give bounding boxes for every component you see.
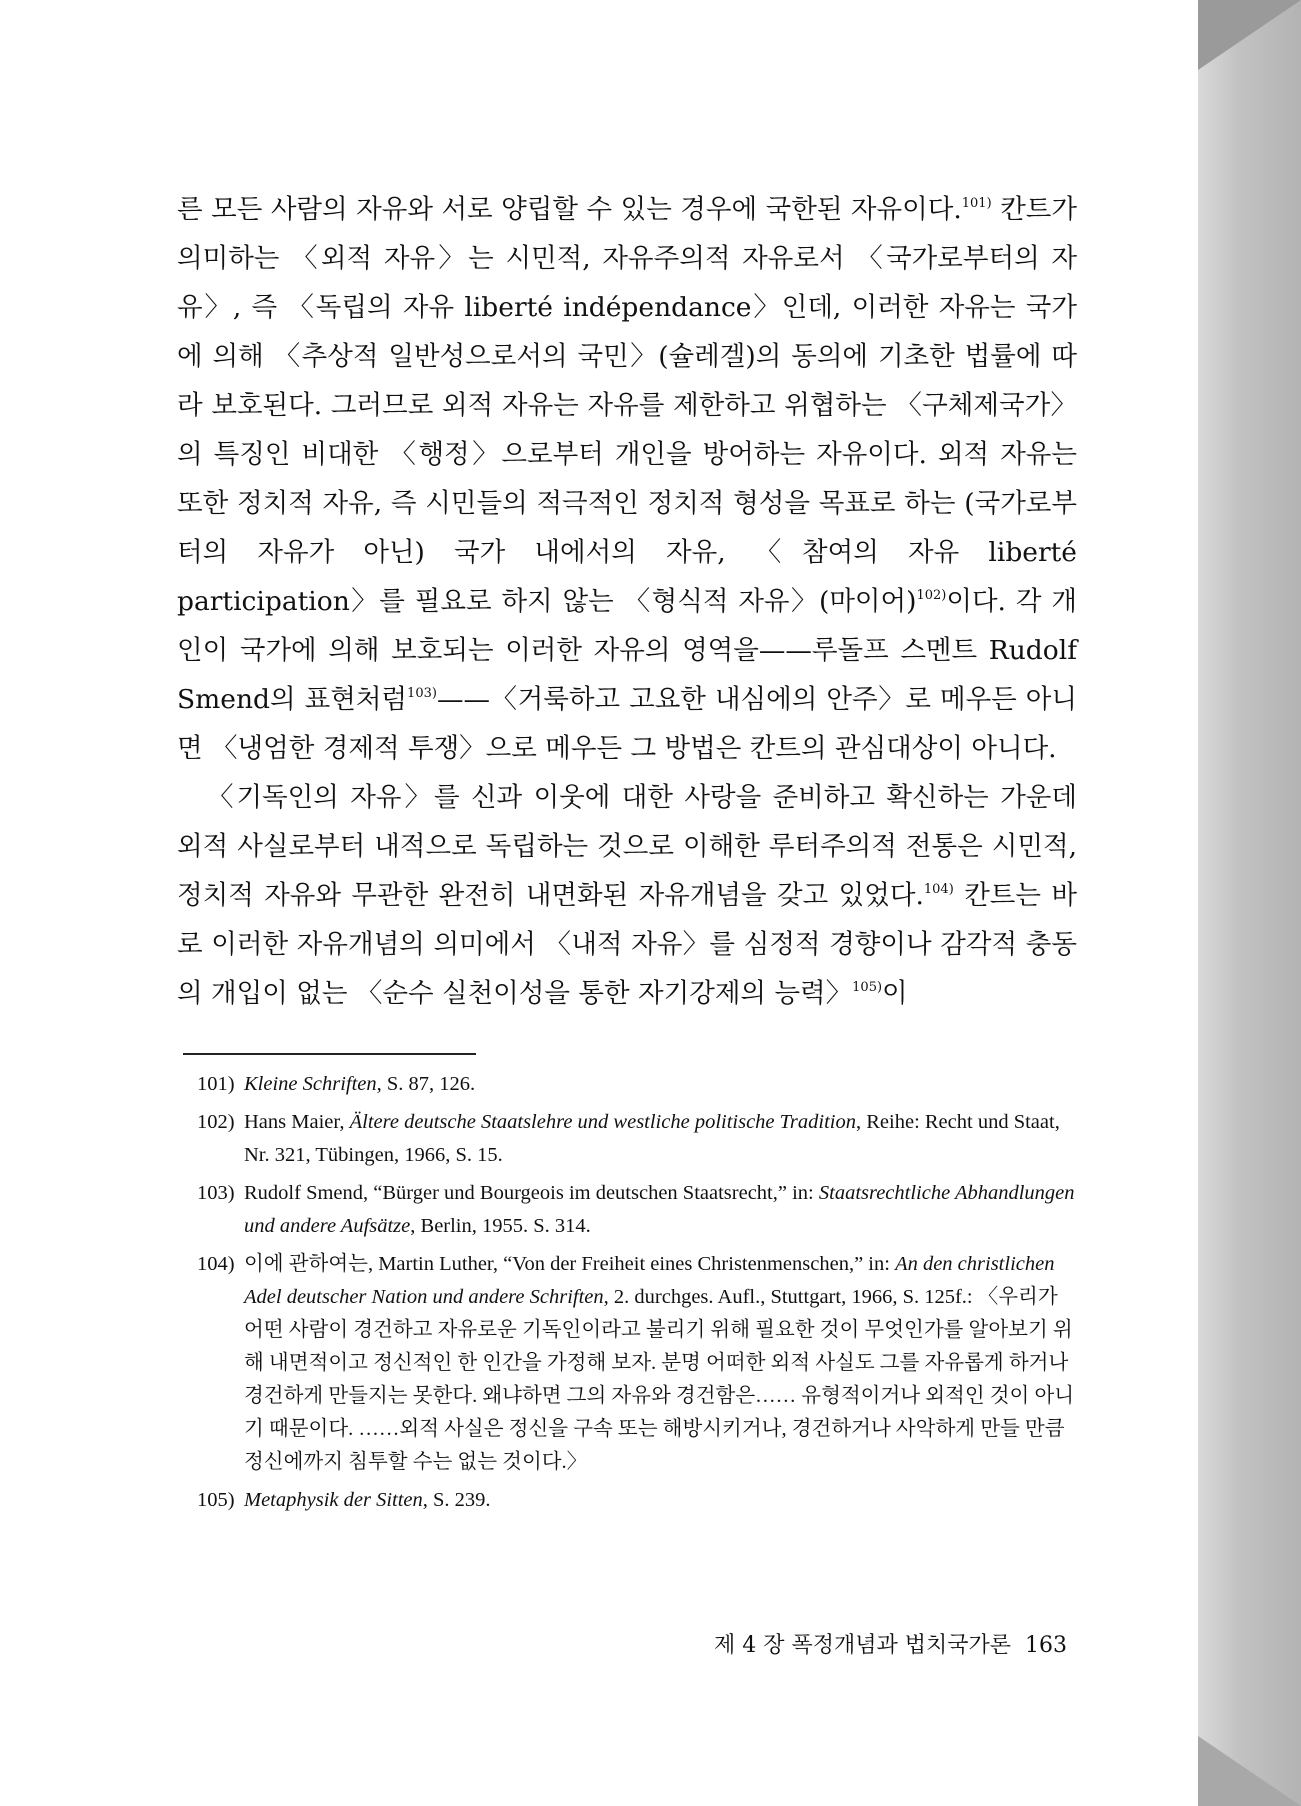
text-run: 이다. 각 개인이 국가에 의해 보호되는 이러한 자유의 영역을——루돌프 스멘트 Rudolf Smend의 표현처럼: [177, 586, 1077, 715]
footnote-text: , 2. durchges. Aufl., Stuttgart, 1966, S. 125f.: 〈우리가 어떤 사람이 경건하고 자유로운 기독인이라고 불리기 위해 필요한 것이 무엇인가를 알아보기 위해 내면적이고 정신적인 한 인간을 가정해 보자. 분명 어떠한 외적 사실도 그를 자유롭게 하거나 경건하게 만들지는 못한다. 왜냐하면 그의 자유와 경건함은…… 유형적이거나 외적인 것이 아니기 때문이다. ……외적 사실은 정신을 구속 또는 해방시키거나, 경건하거나 사악하게 만들 만큼 정신에까지 침투할 수는 없는 것이다.〉: [244, 1286, 1075, 1473]
text-run: 〈기독인의 자유〉를 신과 이웃에 대한 사랑을 준비하고 확신하는 가운데 외적 사실로부터 내적으로 독립하는 것으로 이해한 루터주의적 전통은 시민적, 정치적 자유와 무관한 완전히 내면화된 자유개념을 갖고 있었다.: [177, 782, 1077, 911]
text-run: 칸트가 의미하는 〈외적 자유〉는 시민적, 자유주의적 자유로서 〈국가로부터의 자유〉, 즉 〈독립의 자유 liberté indépendance〉인데, 이러한 자유는 국가에 의해 〈추상적 일반성으로서의 국민〉(슐레겔)의 동의에 기초한 법률에 따라 보호된다. 그러므로 외적 자유는 자유를 제한하고 위협하는 〈구체제국가〉의 특징인 비대한 〈행정〉으로부터 개인을 방어하는 자유이다. 외적 자유는 또한 정치적 자유, 즉 시민들의 적극적인 정치적 형성을 목표로 하는 (국가로부터의 자유가 아닌) 국가 내에서의 자유, 〈참여의 자유 liberté participation〉를 필요로 하지 않는 〈형식적 자유〉(마이어): [177, 194, 1077, 617]
footnote-title: Metaphysik der Sitten: [244, 1489, 423, 1511]
footnote-text: , S. 239.: [422, 1489, 491, 1511]
footnote-number: 103): [197, 1182, 235, 1204]
book-edge-bottom: [1198, 1736, 1301, 1806]
text-run: 이: [882, 978, 908, 1009]
book-edge: [1198, 0, 1301, 1806]
footnote-ref-104: 104): [923, 882, 954, 897]
footnote-ref-101: 101): [961, 196, 992, 211]
footnote-102: [197, 1106, 1075, 1172]
main-text: [177, 185, 1077, 1018]
footnote-number: 104): [197, 1253, 235, 1275]
footnote-title: Kleine Schriften: [244, 1073, 377, 1095]
text-run: ——〈거룩하고 고요한 내심에의 안주〉로 메우든 아니면 〈냉엄한 경제적 투쟁〉으로 메우든 그 방법은 칸트의 관심대상이 아니다.: [177, 684, 1078, 764]
footnote-title: Staatsrechtliche Abhandlungen und andere Aufsätze: [244, 1182, 1075, 1237]
paragraph-1: [177, 185, 1077, 773]
text-run: 칸트는 바로 이러한 자유개념의 의미에서 〈내적 자유〉를 심정적 경향이나 감각적 충동의 개입이 없는 〈순수 실천이성을 통한 자기강제의 능력〉: [177, 880, 1077, 1009]
chapter-title: 제 4 장 폭정개념과 법치국가론: [714, 1633, 1011, 1658]
paragraph-2: [177, 773, 1077, 1018]
footnote-title: An den christlichen Adel deutscher Nation und andere Schriften: [244, 1253, 1055, 1308]
footnote-104: [197, 1248, 1075, 1479]
page-number: 163: [1025, 1633, 1067, 1658]
footnote-text: , Berlin, 1955. S. 314.: [410, 1215, 591, 1237]
footnote-title: Ältere deutsche Staatslehre und westliche politische Tradition: [349, 1111, 856, 1133]
footnote-author: Rudolf Smend, “Bürger und Bourgeois im deutschen Staatsrecht,” in:: [244, 1182, 819, 1204]
footnote-ref-105: 105): [852, 980, 883, 995]
footnotes: [197, 1068, 1075, 1522]
footnote-text: , Reihe: Recht und Staat, Nr. 321, Tübingen, 1966, S. 15.: [244, 1111, 1060, 1166]
footnote-ref-102: 102): [916, 588, 947, 603]
footnote-101: [197, 1068, 1075, 1101]
footnote-number: 102): [197, 1111, 235, 1133]
footnote-105: [197, 1484, 1075, 1517]
footnote-103: [197, 1177, 1075, 1243]
book-edge-top: [1198, 0, 1301, 70]
footnote-number: 105): [197, 1489, 235, 1511]
footnote-text: , S. 87, 126.: [376, 1073, 476, 1095]
footnote-author: 이에 관하여는, Martin Luther, “Von der Freiheit eines Christenmenschen,” in:: [244, 1253, 896, 1275]
footnote-number: 101): [197, 1073, 235, 1095]
footnote-separator: [183, 1053, 476, 1055]
footnote-ref-103: 103): [407, 686, 437, 701]
footnote-author: Hans Maier,: [244, 1111, 350, 1133]
text-run: 른 모든 사람의 자유와 서로 양립할 수 있는 경우에 국한된 자유이다.: [177, 194, 962, 225]
running-footer: [667, 1628, 1067, 1659]
